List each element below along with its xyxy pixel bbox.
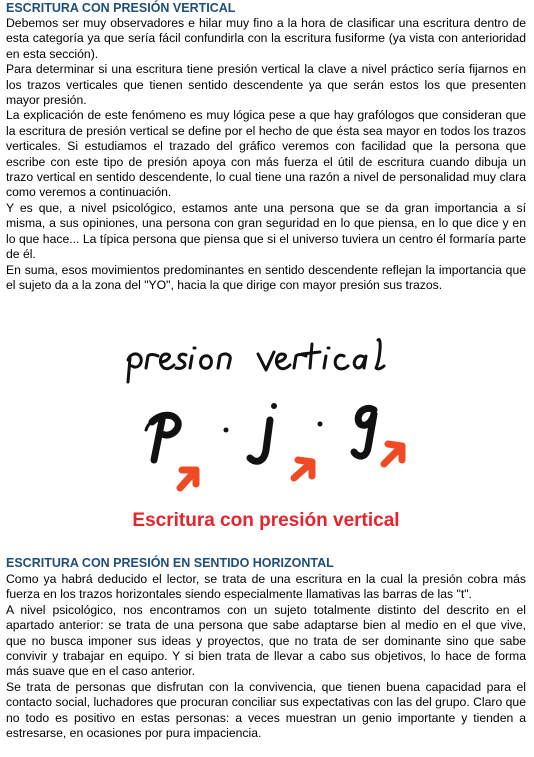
section-horizontal-body (6, 572, 526, 741)
arrow-icon (294, 460, 312, 478)
figure-caption: Escritura con presión vertical (132, 510, 400, 531)
letter-j (250, 420, 270, 461)
paragraph: En suma, esos movimientos predominantes en sentido descendente reflejan la importancia que el sujeto da a la zona del "YO", hacia la que dirige con mayor presión sus trazos. (6, 262, 526, 292)
section-horizontal-heading: ESCRITURA CON PRESIÓN EN SENTIDO HORIZONTAL (6, 556, 334, 570)
letter-p (152, 415, 178, 460)
letter-g (354, 408, 374, 456)
handwritten-letters (146, 403, 374, 461)
paragraph: Y es que, a nivel psicológico, estamos ante una persona que se da gran importancia a sí misma, a sus opiniones, una persona con gran seguridad en lo que piensa, en lo que dice y en lo que hace... La típica persona que piensa que si el universo tuviera un centro él formaría parte de él. (6, 200, 526, 262)
paragraph: Como ya habrá deducido el lector, se trata de una escritura en la cual la presión cobra más fuerza en los trazos horizontales siendo especialmente llamativas las barras de las "t". (6, 572, 526, 602)
dot-1 (224, 428, 229, 433)
paragraph: Para determinar si una escritura tiene presión vertical la clave a nivel práctico sería fijarnos en los trazos verticales que tienen sentido descendente ya que serán estos los que presenten mayor presión. (6, 62, 526, 108)
arrow-icon (180, 470, 196, 488)
arrow-icon (384, 444, 402, 464)
paragraph: Se trata de personas que disfrutan con la convivencia, que tienen buena capacidad para el contacto social, luchadores que procuran conciliar sus expectativas con las del grupo. Claro que no todo es positivo en estas personas: a veces muestran un genio importante y tienden a estresarse, en ocasiones por pura impaciencia. (6, 679, 526, 741)
section-vertical-heading: ESCRITURA CON PRESIÓN VERTICAL (6, 1, 236, 15)
section-vertical-body (6, 16, 526, 293)
paragraph: La explicación de este fenómeno es muy lógica pese a que hay grafólogos que consideran que la escritura de presión vertical se define por el hecho de que ésta sea mayor en todos los trazos verticales. Si estudiamos el trazado del gráfico veremos con facilidad que la persona que escribe con este tipo de presión apoya con más fuerza el útil de escritura cuando dibuja un trazo vertical en sentido descendente, lo cual tiene una razón a nivel de personalidad muy clara como veremos a continuación. (6, 108, 526, 200)
dot-2 (318, 422, 323, 427)
handwritten-title (128, 340, 384, 382)
handwriting-figure (116, 330, 416, 535)
paragraph: A nivel psicológico, nos encontramos con un sujeto totalmente distinto del descrito en el apartado anterior: se trata de una persona que sabe adaptarse bien al medio en el que vive, que no busca imponer sus ideas y proyectos, que no trata de ser dominante sino que sabe convivir y trabajar en equipo. Y si bien trata de llevar a cabo sus objetivos, lo hace de forma más suave que en el caso anterior. (6, 602, 526, 679)
paragraph: Debemos ser muy observadores e hilar muy fino a la hora de clasificar una escritura dentro de esta categoría ya que sería fácil confundirla con la escritura fusiforme (ya vista con anterioridad en esta sección). (6, 16, 526, 61)
